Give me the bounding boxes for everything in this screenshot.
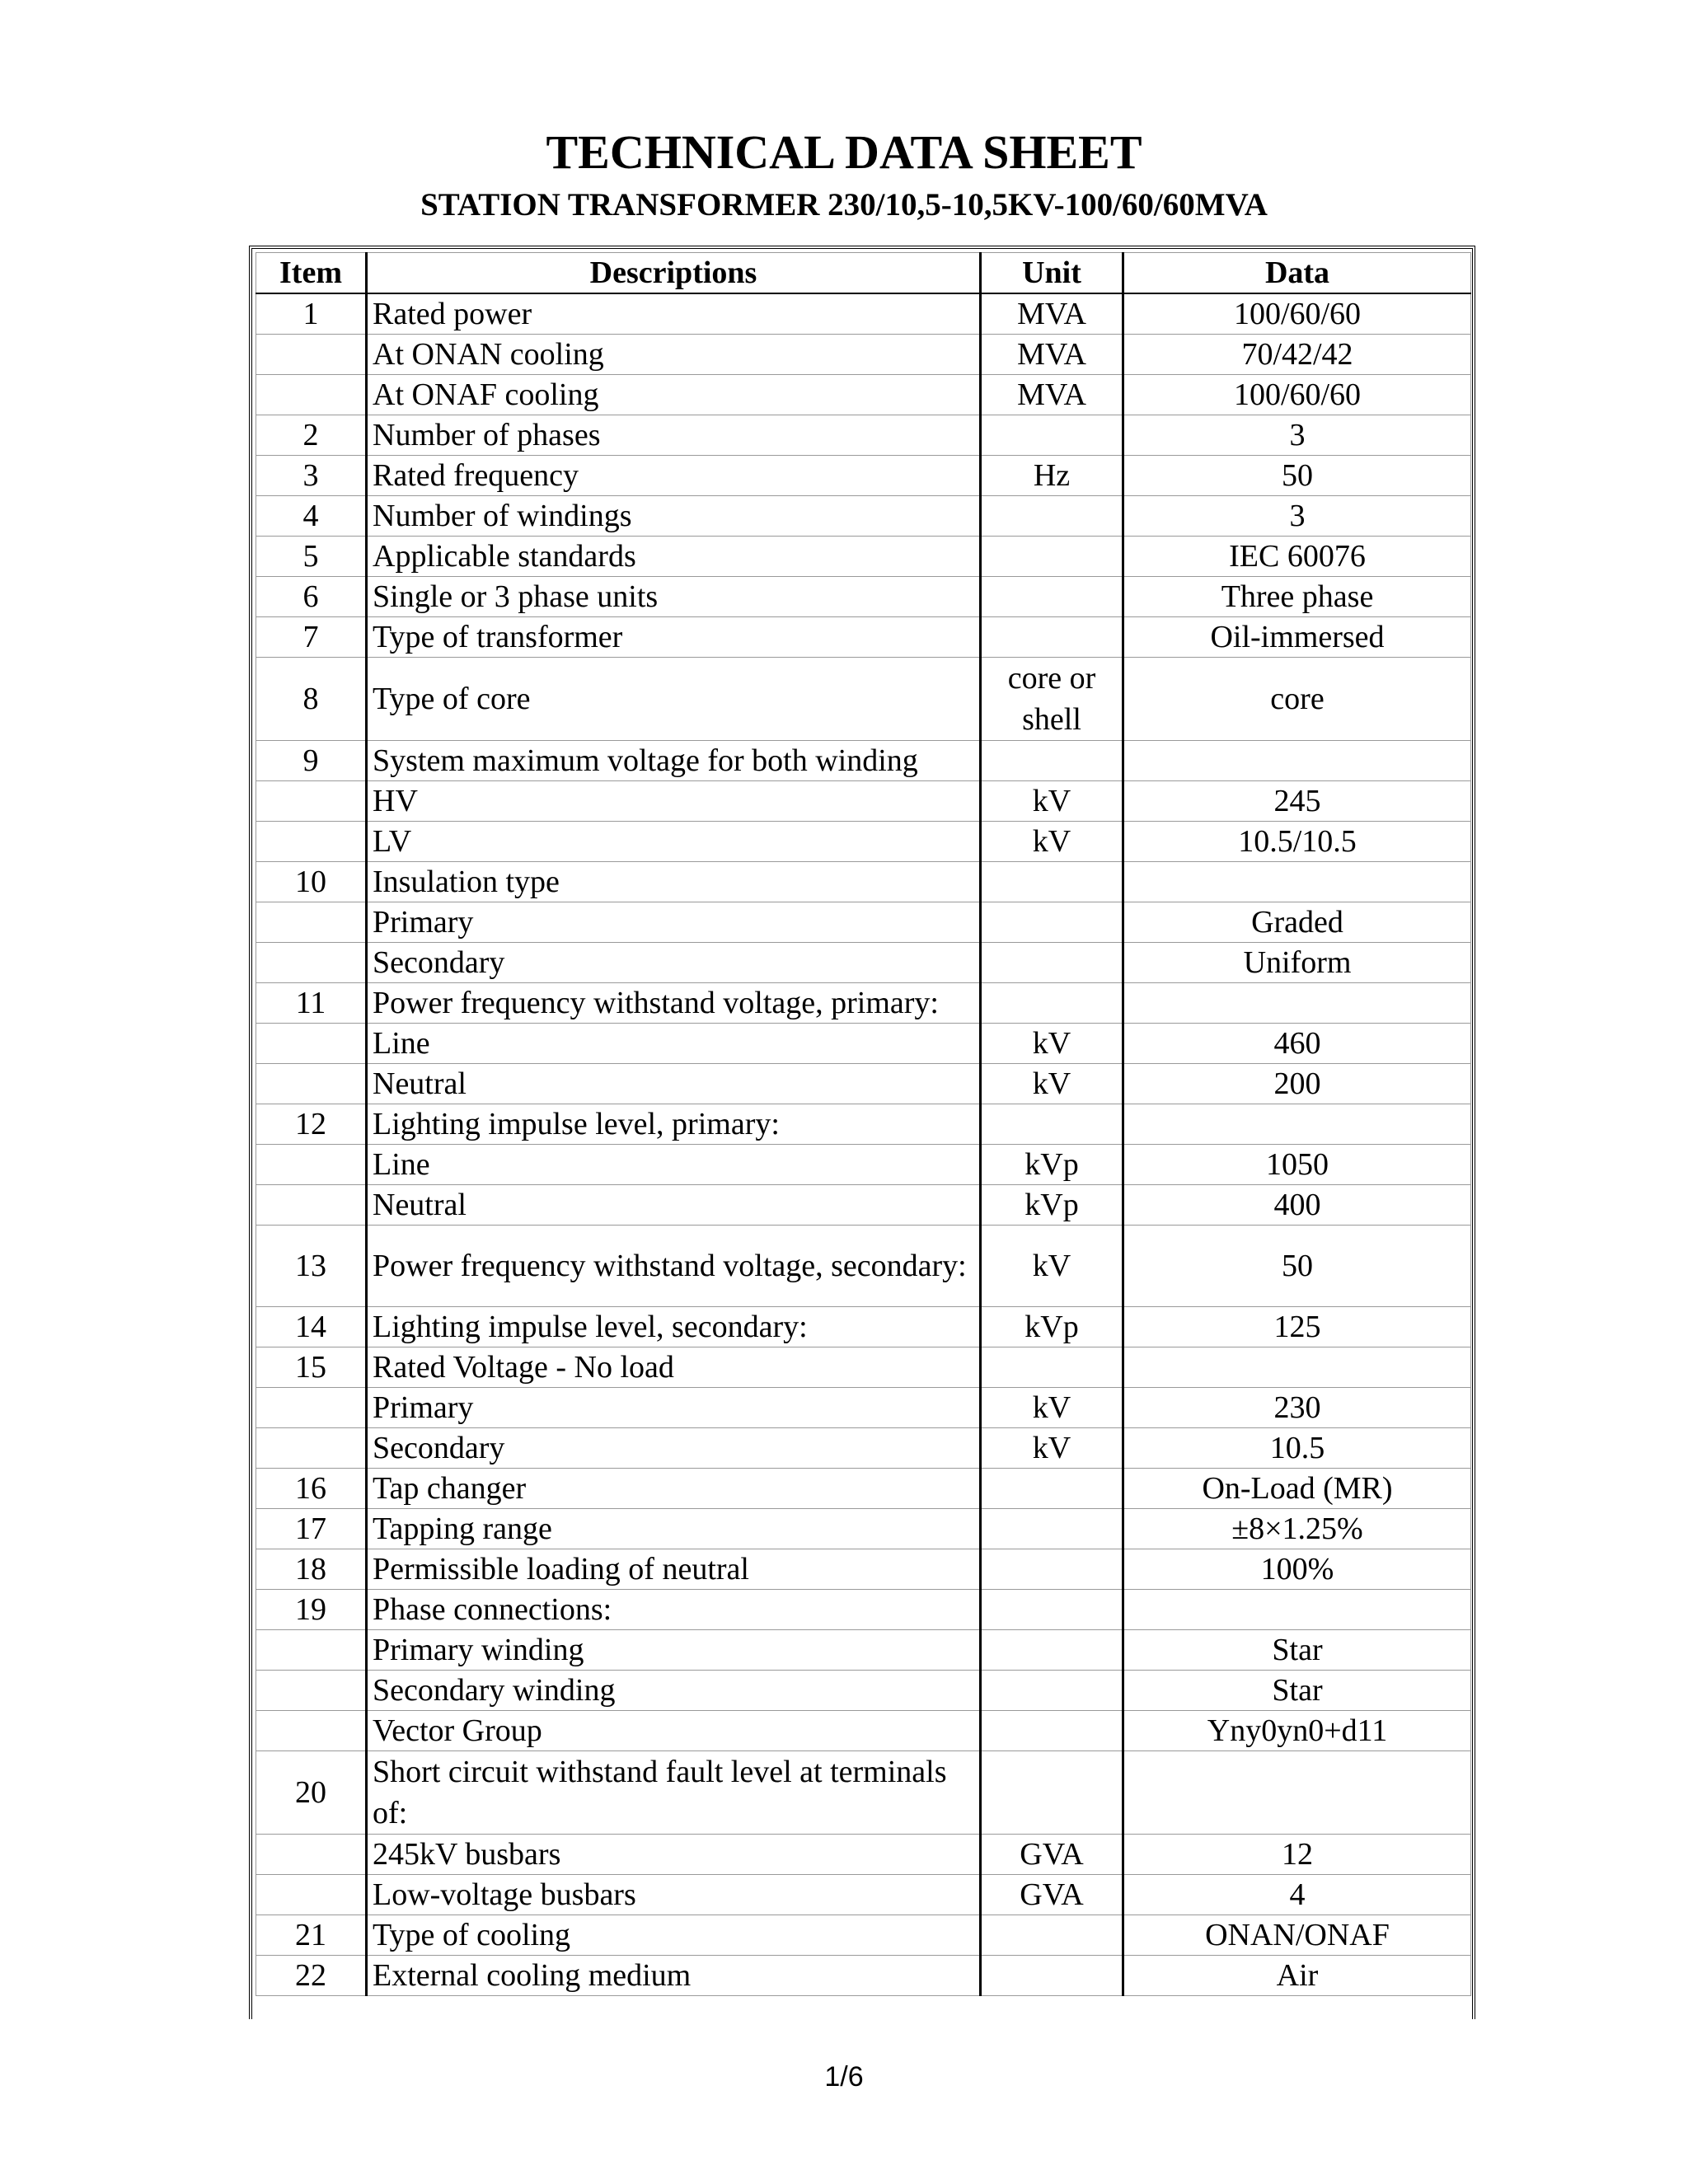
data-cell: 4 (1123, 1875, 1471, 1915)
description-cell: Phase connections: (367, 1590, 981, 1630)
data-cell: ±8×1.25% (1123, 1509, 1471, 1549)
table-row (256, 335, 1471, 375)
item-cell: 16 (256, 1469, 367, 1509)
data-cell (1123, 1590, 1471, 1630)
data-cell: 10.5/10.5 (1123, 822, 1471, 862)
table-row (256, 1388, 1471, 1428)
item-cell: 5 (256, 537, 367, 577)
data-cell: 100/60/60 (1123, 375, 1471, 415)
item-cell: 12 (256, 1104, 367, 1145)
data-cell: Star (1123, 1630, 1471, 1671)
item-cell: 15 (256, 1347, 367, 1388)
data-cell: 245 (1123, 781, 1471, 822)
unit-cell: MVA (981, 293, 1123, 335)
item-cell (256, 943, 367, 983)
item-cell (256, 1711, 367, 1751)
unit-cell: kV (981, 1226, 1123, 1307)
description-cell: Number of windings (367, 496, 981, 537)
data-cell: 50 (1123, 456, 1471, 496)
item-cell (256, 1630, 367, 1671)
unit-cell (981, 983, 1123, 1024)
data-cell: 200 (1123, 1064, 1471, 1104)
item-cell: 18 (256, 1549, 367, 1590)
table-row (256, 862, 1471, 902)
description-cell: Applicable standards (367, 537, 981, 577)
page-subtitle: STATION TRANSFORMER 230/10,5-10,5KV-100/60/60MVA (420, 187, 1268, 223)
unit-cell: core or shell (981, 658, 1123, 741)
description-cell: Lighting impulse level, secondary: (367, 1307, 981, 1347)
description-cell: Permissible loading of neutral (367, 1549, 981, 1590)
description-cell: Type of cooling (367, 1915, 981, 1956)
item-cell: 6 (256, 577, 367, 617)
unit-cell: kVp (981, 1185, 1123, 1226)
data-cell: 100/60/60 (1123, 293, 1471, 335)
table-row (256, 1875, 1471, 1915)
data-cell: 10.5 (1123, 1428, 1471, 1469)
unit-cell: kV (981, 1024, 1123, 1064)
description-cell: Tapping range (367, 1509, 981, 1549)
description-cell: Secondary (367, 943, 981, 983)
unit-cell (981, 1711, 1123, 1751)
item-cell (256, 1024, 367, 1064)
item-cell (256, 1671, 367, 1711)
data-cell: core (1123, 658, 1471, 741)
table-header-row (256, 253, 1471, 294)
description-cell: Number of phases (367, 415, 981, 456)
table-row (256, 781, 1471, 822)
unit-cell (981, 577, 1123, 617)
table-row (256, 1428, 1471, 1469)
description-cell: Single or 3 phase units (367, 577, 981, 617)
item-cell (256, 1835, 367, 1875)
description-cell: Line (367, 1024, 981, 1064)
table-row (256, 1549, 1471, 1590)
unit-cell (981, 1590, 1123, 1630)
table-row (256, 1469, 1471, 1509)
page-number: 1/6 (824, 2061, 864, 2093)
item-cell (256, 902, 367, 943)
data-cell: Air (1123, 1956, 1471, 1996)
description-cell: HV (367, 781, 981, 822)
unit-cell (981, 1509, 1123, 1549)
description-cell: Neutral (367, 1064, 981, 1104)
data-cell: 230 (1123, 1388, 1471, 1428)
table-row (256, 658, 1471, 741)
item-cell: 10 (256, 862, 367, 902)
unit-cell (981, 943, 1123, 983)
item-cell: 1 (256, 293, 367, 335)
unit-cell: kV (981, 822, 1123, 862)
unit-cell: kV (981, 781, 1123, 822)
data-cell: Uniform (1123, 943, 1471, 983)
item-cell: 22 (256, 1956, 367, 1996)
data-cell: IEC 60076 (1123, 537, 1471, 577)
description-cell: At ONAN cooling (367, 335, 981, 375)
unit-cell (981, 1469, 1123, 1509)
data-cell (1123, 1104, 1471, 1145)
unit-cell (981, 1751, 1123, 1835)
description-cell: Power frequency withstand voltage, secondary: (367, 1226, 981, 1307)
item-cell: 4 (256, 496, 367, 537)
unit-cell (981, 1956, 1123, 1996)
data-cell: 50 (1123, 1226, 1471, 1307)
item-cell (256, 1428, 367, 1469)
item-cell: 3 (256, 456, 367, 496)
data-cell: Graded (1123, 902, 1471, 943)
data-cell (1123, 1347, 1471, 1388)
data-cell: 100% (1123, 1549, 1471, 1590)
table-row (256, 415, 1471, 456)
unit-cell (981, 902, 1123, 943)
description-cell: Tap changer (367, 1469, 981, 1509)
unit-cell (981, 862, 1123, 902)
item-cell (256, 375, 367, 415)
table-row (256, 456, 1471, 496)
description-cell: System maximum voltage for both winding (367, 741, 981, 781)
table-row (256, 1915, 1471, 1956)
data-cell: 3 (1123, 415, 1471, 456)
data-cell: Star (1123, 1671, 1471, 1711)
data-cell (1123, 862, 1471, 902)
item-cell (256, 1388, 367, 1428)
item-cell (256, 781, 367, 822)
unit-cell: kV (981, 1064, 1123, 1104)
item-cell: 17 (256, 1509, 367, 1549)
table-row (256, 1145, 1471, 1185)
table-row (256, 741, 1471, 781)
item-cell (256, 1145, 367, 1185)
table-row (256, 902, 1471, 943)
item-cell: 19 (256, 1590, 367, 1630)
description-cell: Line (367, 1145, 981, 1185)
unit-cell: kV (981, 1428, 1123, 1469)
data-cell: 125 (1123, 1307, 1471, 1347)
description-cell: Rated power (367, 293, 981, 335)
data-cell: 400 (1123, 1185, 1471, 1226)
unit-cell: MVA (981, 375, 1123, 415)
data-cell: Oil-immersed (1123, 617, 1471, 658)
table-row (256, 617, 1471, 658)
unit-cell (981, 1671, 1123, 1711)
unit-cell: kVp (981, 1307, 1123, 1347)
item-cell (256, 335, 367, 375)
unit-cell (981, 1630, 1123, 1671)
unit-cell (981, 1104, 1123, 1145)
table-body (256, 293, 1471, 1996)
column-header-descriptions: Descriptions (367, 253, 981, 294)
description-cell: Low-voltage busbars (367, 1875, 981, 1915)
page-title: TECHNICAL DATA SHEET (546, 125, 1142, 179)
data-cell: 12 (1123, 1835, 1471, 1875)
description-cell: Primary (367, 902, 981, 943)
table-row (256, 983, 1471, 1024)
unit-cell: kV (981, 1388, 1123, 1428)
table-row (256, 1064, 1471, 1104)
description-cell: Primary (367, 1388, 981, 1428)
description-cell: Power frequency withstand voltage, primary: (367, 983, 981, 1024)
data-cell (1123, 983, 1471, 1024)
unit-cell (981, 1915, 1123, 1956)
description-cell: External cooling medium (367, 1956, 981, 1996)
description-cell: At ONAF cooling (367, 375, 981, 415)
item-cell: 8 (256, 658, 367, 741)
table-row (256, 1347, 1471, 1388)
data-cell: On-Load (MR) (1123, 1469, 1471, 1509)
table-row (256, 1024, 1471, 1064)
item-cell: 14 (256, 1307, 367, 1347)
description-cell: Secondary winding (367, 1671, 981, 1711)
table-row (256, 1104, 1471, 1145)
item-cell: 21 (256, 1915, 367, 1956)
table-row (256, 1956, 1471, 1996)
column-header-unit: Unit (981, 253, 1123, 294)
unit-cell (981, 415, 1123, 456)
description-cell: LV (367, 822, 981, 862)
unit-cell (981, 617, 1123, 658)
item-cell (256, 1875, 367, 1915)
table-row (256, 1751, 1471, 1835)
table-row (256, 1185, 1471, 1226)
unit-cell (981, 741, 1123, 781)
table-row (256, 1630, 1471, 1671)
table-row (256, 1509, 1471, 1549)
unit-cell (981, 537, 1123, 577)
item-cell: 13 (256, 1226, 367, 1307)
table-row (256, 293, 1471, 335)
table-row (256, 375, 1471, 415)
item-cell (256, 1185, 367, 1226)
column-header-item: Item (256, 253, 367, 294)
description-cell: Type of transformer (367, 617, 981, 658)
table-row (256, 537, 1471, 577)
table-row (256, 1226, 1471, 1307)
data-table (256, 252, 1471, 1996)
table-row (256, 822, 1471, 862)
unit-cell (981, 496, 1123, 537)
item-cell: 20 (256, 1751, 367, 1835)
table-row (256, 943, 1471, 983)
unit-cell: Hz (981, 456, 1123, 496)
description-cell: Rated Voltage - No load (367, 1347, 981, 1388)
item-cell: 2 (256, 415, 367, 456)
data-cell: Yny0yn0+d11 (1123, 1711, 1471, 1751)
unit-cell: kVp (981, 1145, 1123, 1185)
table-row (256, 1307, 1471, 1347)
data-cell: ONAN/ONAF (1123, 1915, 1471, 1956)
item-cell: 11 (256, 983, 367, 1024)
table-row (256, 1671, 1471, 1711)
description-cell: Rated frequency (367, 456, 981, 496)
data-cell (1123, 741, 1471, 781)
description-cell: 245kV busbars (367, 1835, 981, 1875)
description-cell: Vector Group (367, 1711, 981, 1751)
column-header-data: Data (1123, 253, 1471, 294)
table-row (256, 1711, 1471, 1751)
unit-cell: MVA (981, 335, 1123, 375)
unit-cell (981, 1549, 1123, 1590)
description-cell: Primary winding (367, 1630, 981, 1671)
data-cell: 1050 (1123, 1145, 1471, 1185)
item-cell: 9 (256, 741, 367, 781)
data-cell: Three phase (1123, 577, 1471, 617)
description-cell: Neutral (367, 1185, 981, 1226)
table-row (256, 577, 1471, 617)
unit-cell: GVA (981, 1875, 1123, 1915)
description-cell: Short circuit withstand fault level at terminals of: (367, 1751, 981, 1835)
description-cell: Insulation type (367, 862, 981, 902)
data-cell: 70/42/42 (1123, 335, 1471, 375)
item-cell (256, 1064, 367, 1104)
data-cell: 460 (1123, 1024, 1471, 1064)
table-row (256, 1835, 1471, 1875)
item-cell: 7 (256, 617, 367, 658)
unit-cell: GVA (981, 1835, 1123, 1875)
description-cell: Secondary (367, 1428, 981, 1469)
table-row (256, 1590, 1471, 1630)
data-cell: 3 (1123, 496, 1471, 537)
description-cell: Lighting impulse level, primary: (367, 1104, 981, 1145)
description-cell: Type of core (367, 658, 981, 741)
unit-cell (981, 1347, 1123, 1388)
item-cell (256, 822, 367, 862)
data-cell (1123, 1751, 1471, 1835)
table-row (256, 496, 1471, 537)
